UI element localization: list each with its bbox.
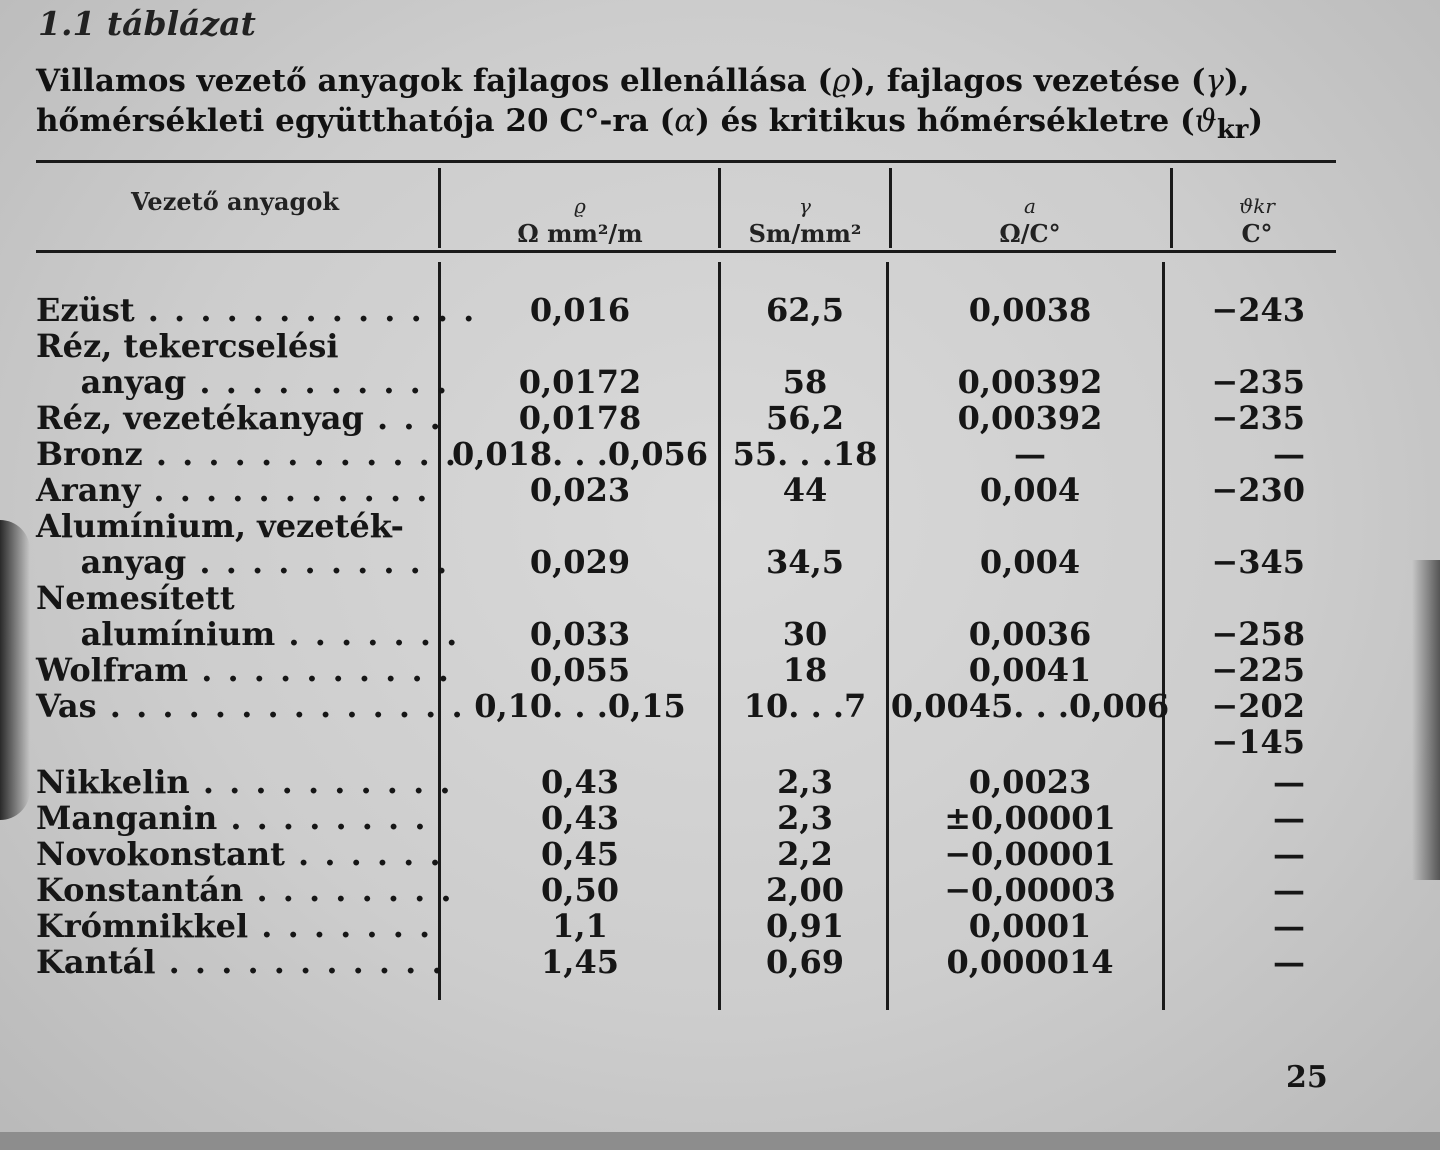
material-name: Novokonstant	[36, 835, 285, 873]
cell-kr: −243	[1211, 291, 1305, 329]
cell-gamma: 18	[782, 651, 828, 689]
cell-alpha: 0,004	[979, 471, 1081, 509]
leader-dots: . . . . . . .	[248, 907, 433, 945]
cell-gamma: 30	[782, 615, 828, 653]
page-number: 25	[1286, 1060, 1328, 1095]
cell-name	[36, 363, 450, 401]
cell-kr: —	[1273, 435, 1305, 473]
cell-gamma: 2,00	[766, 871, 844, 909]
leader-dots: . . . . . .	[284, 835, 443, 873]
cell-name	[36, 508, 416, 544]
table-header-rule	[36, 250, 1336, 253]
cell-kr: −230	[1211, 471, 1305, 509]
cell-gamma: 2,3	[777, 799, 833, 837]
leader-dots: . . . . . . . .	[243, 871, 454, 909]
leader-dots: . . . . . . . . . . . . .	[134, 291, 477, 329]
cell-gamma: 2,3	[777, 763, 833, 801]
material-name: Manganin	[36, 799, 218, 837]
cell-name	[36, 471, 430, 509]
cell-rho: 0,033	[529, 615, 631, 653]
material-name: alumínium	[36, 615, 276, 653]
cell-rho: 0,0172	[518, 363, 642, 401]
cell-kr: —	[1273, 799, 1305, 837]
leader-dots: . . . . . . . . . .	[186, 363, 450, 401]
table-title	[36, 60, 1386, 151]
cell-alpha: −0,00003	[944, 871, 1116, 909]
cell-gamma: 62,5	[766, 291, 844, 329]
header-gamma: γ Sm/mm²	[748, 194, 862, 248]
cell-kr: −145	[1211, 723, 1305, 761]
cell-gamma: 10. . .7	[743, 687, 867, 725]
page-bottom-edge	[0, 1132, 1440, 1150]
cell-name	[36, 835, 443, 873]
material-name: Nikkelin	[36, 763, 190, 801]
table-row	[0, 764, 1440, 800]
table-row	[0, 724, 1440, 760]
title-line-1: Villamos vezető anyagok fajlagos ellenállása (ϱ), fajlagos vezetése (γ),	[36, 63, 1250, 99]
leader-dots: . . . . . . . . . . .	[140, 471, 430, 509]
leader-dots: . . . . . . . . . .	[186, 543, 450, 581]
table-row	[0, 616, 1440, 652]
cell-rho: 0,023	[529, 471, 631, 509]
title-line-2: hőmérsékleti együtthatója 20 C°-ra (α) és kritikus hőmérsékletre $(ϑ_{kr})$	[36, 103, 1264, 146]
cell-name	[36, 580, 416, 616]
cell-alpha: 0,0038	[968, 291, 1092, 329]
cell-rho: 0,018. . .0,056	[451, 435, 709, 473]
table-row	[0, 364, 1440, 400]
cell-name	[36, 687, 465, 725]
cell-alpha: −0,00001	[944, 835, 1116, 873]
cell-name	[36, 763, 453, 801]
table-row	[0, 328, 1440, 364]
cell-name	[36, 907, 433, 945]
cell-gamma: 55. . .18	[732, 435, 878, 473]
cell-alpha: 0,004	[979, 543, 1081, 581]
cell-name	[36, 943, 445, 981]
leader-dots: . . . . . . . . . . .	[155, 943, 445, 981]
material-name: Réz, vezetékanyag	[36, 399, 364, 437]
cell-alpha: 0,0045. . .0,006	[890, 687, 1170, 725]
cell-gamma: 2,2	[777, 835, 833, 873]
cell-name	[36, 651, 451, 689]
cell-kr: −225	[1211, 651, 1305, 689]
cell-rho: 0,055	[529, 651, 631, 689]
leader-dots: . . . . . . . . . . . . . .	[96, 687, 465, 725]
cell-rho: 1,1	[552, 907, 608, 945]
cell-name	[36, 871, 454, 909]
cell-name	[36, 291, 477, 329]
table-row	[0, 800, 1440, 836]
cell-kr: −235	[1211, 363, 1305, 401]
material-name: Vas	[36, 687, 97, 725]
cell-name	[36, 799, 428, 837]
cell-alpha: 0,00392	[957, 399, 1103, 437]
cell-gamma: 58	[782, 363, 828, 401]
cell-alpha: ±0,00001	[944, 799, 1116, 837]
leader-dots: . . . . . . . . . .	[189, 763, 453, 801]
cell-rho: 0,016	[529, 291, 631, 329]
header-rho: ϱ Ω mm²/m	[517, 194, 643, 248]
material-name: Krómnikkel	[36, 907, 249, 945]
material-name: Bronz	[36, 435, 143, 473]
table-row	[0, 944, 1440, 980]
table-row	[0, 544, 1440, 580]
cell-gamma: 0,91	[766, 907, 844, 945]
table-row	[0, 580, 1440, 616]
table-row	[0, 436, 1440, 472]
cell-name	[36, 543, 450, 581]
material-name: Réz, tekercselési	[36, 327, 339, 365]
leader-dots: . . .	[363, 399, 443, 437]
cell-kr: —	[1273, 943, 1305, 981]
table-row	[0, 908, 1440, 944]
table-row	[0, 688, 1440, 724]
material-name: Alumínium, vezeték-	[36, 507, 404, 545]
cell-kr: —	[1273, 763, 1305, 801]
leader-dots: . . . . . . . .	[217, 799, 428, 837]
cell-alpha: —	[1014, 435, 1046, 473]
cell-rho: 1,45	[541, 943, 619, 981]
material-name: Wolfram	[36, 651, 189, 689]
material-name: anyag	[36, 363, 187, 401]
material-name: Nemesített	[36, 579, 235, 617]
leader-dots: . . . . . . .	[275, 615, 460, 653]
cell-name	[36, 435, 459, 473]
cell-alpha: 0,000014	[946, 943, 1114, 981]
header-kr: ϑkr C°	[1239, 194, 1275, 248]
table-row	[0, 836, 1440, 872]
cell-alpha: 0,0023	[968, 763, 1092, 801]
cell-kr: −235	[1211, 399, 1305, 437]
cell-kr: —	[1273, 871, 1305, 909]
table-row	[0, 872, 1440, 908]
cell-rho: 0,45	[541, 835, 619, 873]
material-name: Arany	[36, 471, 141, 509]
cell-gamma: 44	[782, 471, 828, 509]
cell-kr: −202	[1211, 687, 1305, 725]
table-row	[0, 292, 1440, 328]
cell-alpha: 0,0001	[968, 907, 1092, 945]
cell-name	[36, 615, 460, 653]
leader-dots: . . . . . . . . . .	[188, 651, 451, 689]
cell-name	[36, 328, 416, 364]
cell-rho: 0,43	[541, 763, 619, 801]
leader-dots: . . . . . . . . . . . .	[142, 435, 459, 473]
cell-kr: −345	[1211, 543, 1305, 581]
cell-kr: —	[1273, 907, 1305, 945]
table-top-rule	[36, 160, 1336, 163]
cell-rho: 0,10. . .0,15	[474, 687, 686, 725]
cell-gamma: 34,5	[766, 543, 844, 581]
table-row	[0, 508, 1440, 544]
cell-rho: 0,0178	[518, 399, 642, 437]
material-name: Kantál	[36, 943, 156, 981]
header-name: Vezető anyagok	[131, 187, 339, 216]
table-row	[0, 652, 1440, 688]
table-row	[0, 472, 1440, 508]
cell-rho: 0,50	[541, 871, 619, 909]
cell-alpha: 0,0041	[968, 651, 1092, 689]
table-caption: 1.1 táblázat	[38, 4, 256, 43]
cell-gamma: 56,2	[766, 399, 844, 437]
material-name: Ezüst	[36, 291, 135, 329]
cell-kr: −258	[1211, 615, 1305, 653]
cell-kr: —	[1273, 835, 1305, 873]
cell-gamma: 0,69	[766, 943, 844, 981]
cell-rho: 0,43	[541, 799, 619, 837]
cell-alpha: 0,0036	[968, 615, 1092, 653]
table-row	[0, 400, 1440, 436]
cell-name	[36, 399, 443, 437]
material-name: anyag	[36, 543, 187, 581]
cell-rho: 0,029	[529, 543, 631, 581]
header-alpha: a Ω/C°	[999, 194, 1061, 248]
material-name: Konstantán	[36, 871, 244, 909]
cell-alpha: 0,00392	[957, 363, 1103, 401]
